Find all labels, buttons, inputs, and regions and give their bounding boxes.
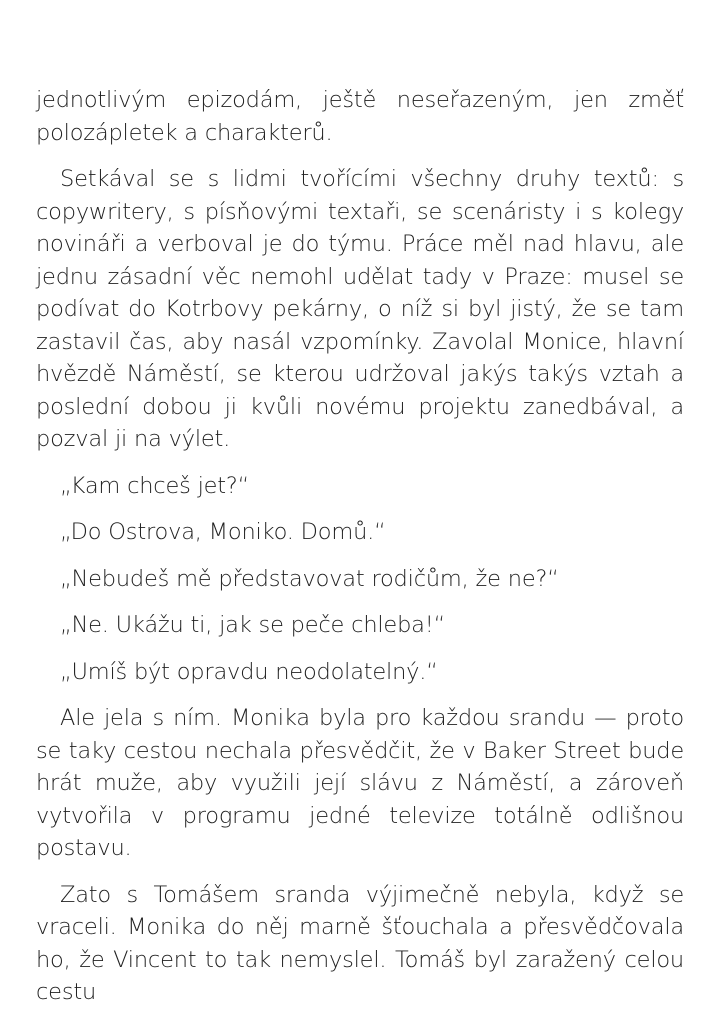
dialogue-line: „Kam chceš jet?“	[60, 472, 250, 499]
paragraph-meetings: Setkával se s lidmi tvořícími všechny druhy textů: s copywritery, s písňovými textaři, se scenáristy i s kolegy novináři a verboval je do týmu. Práce měl nad hlavu, ale jednu zásadní věc nemohl udělat tady v Praze: musel se podívat do Kotrbovy pekárny, o níž si byl jistý, že se tam zastavil čas, aby nasál vzpomínky. Zavolal Monice, hlavní hvězdě Náměstí, se kterou udržoval jakýs takýs vztah a poslední dobou ji kvůli novému projektu zanedbával, a pozval ji na výlet.	[36, 166, 684, 452]
dialogue-line: „Nebudeš mě představovat rodičům, že ne?“	[60, 565, 559, 592]
dialogue-line: „Do Ostrova, Moniko. Domů.“	[60, 519, 386, 545]
paragraph-tomas: Zato s Tomášem sranda výjimečně nebyla, když se vraceli. Monika do něj marně šťouchala a přesvědčovala ho, že Vincent to tak nemyslel. Tomáš byl zaražený celou cestu	[36, 881, 684, 1005]
dialogue-line: „Umíš být opravdu neodolatelný.“	[60, 658, 438, 685]
paragraph-monika: Ale jela s ním. Monika byla pro každou srandu — proto se taky cestou nechala přesvědčit, že v Baker Street bude hrát muže, aby využili její slávu z Náměstí, a zároveň vytvořila v programu jedné televize totálně odlišnou postavu.	[36, 705, 684, 861]
document-page	[36, 84, 684, 1009]
paragraph-continuation: jednotlivým epizodám, ještě neseřazeným, jen změť polozápletek a charakterů.	[36, 87, 684, 146]
dialogue-line: „Ne. Ukážu ti, jak se peče chleba!“	[60, 612, 446, 638]
